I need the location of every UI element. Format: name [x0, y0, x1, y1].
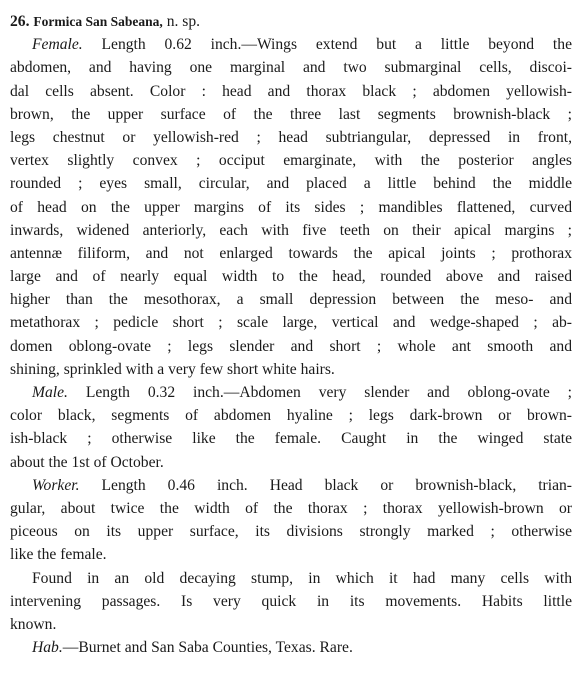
- species-heading: [10, 10, 572, 33]
- text-line: of head on the upper margins of its sides ; mandibles flattened, curved: [10, 198, 572, 216]
- text-line: Female. Length 0.62 inch.—Wings extend but a little beyond the: [32, 36, 572, 54]
- paragraph-worker: [10, 474, 572, 567]
- text-line: abdomen, and having one marginal and two submarginal cells, discoi-: [10, 59, 572, 77]
- text-line: piceous on its upper surface, its divisions strongly marked ; otherwise: [10, 523, 572, 541]
- text-line: intervening passages. Is very quick in its movements. Habits little: [10, 592, 572, 610]
- text-line: shining, sprinkled with a very few short white hairs.: [10, 360, 335, 378]
- text-line: Hab.—Burnet and San Saba Counties, Texas. Rare.: [32, 639, 353, 657]
- species-name: Formica San Sabeana,: [33, 14, 163, 29]
- text-line: dal cells absent. Color : head and thorax black ; abdomen yellowish-: [10, 82, 572, 100]
- text-line: metathorax ; pedicle short ; scale large, vertical and wedge-shaped ; ab-: [10, 314, 572, 332]
- lead-worker: Worker.: [32, 476, 80, 494]
- text-line: about the 1st of October.: [10, 453, 164, 471]
- text-line: brown, the upper surface of the three last segments brownish-black ;: [10, 105, 572, 123]
- text-line: rounded ; eyes small, circular, and placed a little behind the middle: [10, 175, 572, 193]
- text-line: antennæ filiform, and not enlarged towards the apical joints ; prothorax: [10, 244, 572, 262]
- text-line: gular, about twice the width of the thorax ; thorax yellowish-brown or: [10, 499, 572, 517]
- text-line: inwards, widened anteriorly, each with five teeth on their apical margins ;: [10, 221, 572, 239]
- text-line: higher than the mesothorax, a small depression between the meso- and: [10, 291, 572, 309]
- text-line: large and of nearly equal width to the head, rounded above and raised: [10, 268, 572, 286]
- text-line: legs chestnut or yellowish-red ; head subtriangular, depressed in front,: [10, 128, 572, 146]
- paragraph-male: [10, 381, 572, 474]
- text-line: domen oblong-ovate ; legs slender and short ; whole ant smooth and: [10, 337, 572, 355]
- species-status: n. sp.: [166, 13, 201, 30]
- text-line: ish-black ; otherwise like the female. Caught in the winged state: [10, 430, 572, 448]
- text-line: Worker. Length 0.46 inch. Head black or brownish-black, trian-: [32, 476, 572, 494]
- lead-female: Female.: [32, 36, 83, 54]
- text-line: like the female.: [10, 546, 107, 564]
- species-number: 26.: [10, 13, 30, 30]
- text-line: known.: [10, 615, 57, 633]
- paragraph-habitat: [10, 636, 572, 659]
- text-line: color black, segments of abdomen hyaline ; legs dark-brown or brown-: [10, 407, 572, 425]
- paragraph-female: [10, 33, 572, 381]
- text-line: vertex slightly convex ; occiput emarginate, with the posterior angles: [10, 152, 572, 170]
- text-line: Male. Length 0.32 inch.—Abdomen very slender and oblong-ovate ;: [32, 384, 572, 401]
- text-line: Found in an old decaying stump, in which it had many cells with: [32, 569, 572, 587]
- paragraph-habits: [10, 567, 572, 637]
- lead-habitat: Hab.: [32, 639, 63, 657]
- lead-male: Male.: [32, 384, 68, 401]
